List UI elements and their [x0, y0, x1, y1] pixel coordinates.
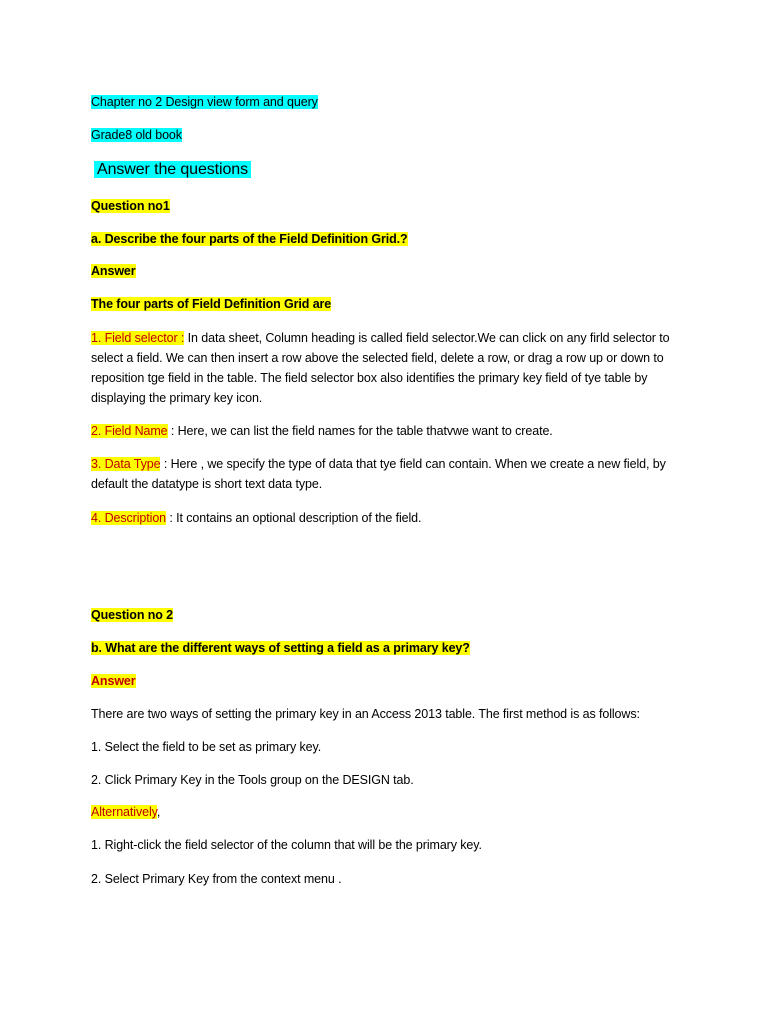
part-description-text: : It contains an optional description of the field.: [166, 511, 422, 525]
section-heading: [90, 159, 255, 181]
answer-2-intro: [91, 704, 640, 724]
part-field-name-term: 2. Field Name: [91, 424, 168, 438]
question-2-text-content: b. What are the different ways of setting a field as a primary key?: [91, 641, 470, 655]
chapter-title-text: Chapter no 2 Design view form and query: [91, 95, 318, 109]
grade-label: [91, 125, 182, 145]
answer-1-intro: [91, 294, 331, 314]
method-2-step-1: [91, 835, 482, 855]
alternatively-label-text: Alternatively: [91, 805, 157, 819]
method-2-step-2: [91, 869, 341, 889]
question-1-label-text: Question no1: [91, 199, 170, 213]
part-field-name: [91, 421, 553, 441]
part-data-type-term: 3. Data Type: [91, 457, 161, 471]
alternatively-label: [91, 802, 160, 822]
answer-2-label-text: Answer: [91, 674, 136, 688]
alternatively-comma: ,: [156, 805, 161, 819]
question-2-text: [91, 638, 470, 658]
answer-1-intro-text: The four parts of Field Definition Grid are: [91, 297, 332, 311]
answer-2-label: [91, 671, 136, 691]
question-1-text: [91, 229, 408, 249]
answer-2-intro-text: There are two ways of setting the primary key in an Access 2013 table. The first method is as follows:: [91, 707, 640, 721]
question-1-label: [91, 196, 170, 216]
chapter-title: [91, 92, 318, 112]
part-data-type: [91, 454, 681, 494]
part-field-selector-term: 1. Field selector :: [91, 331, 185, 345]
method-1-step-2-text: 2. Click Primary Key in the Tools group on the DESIGN tab.: [91, 773, 414, 787]
part-field-selector: [91, 328, 681, 408]
answer-1-label: [91, 261, 136, 281]
part-field-name-text: : Here, we can list the field names for the table thatvwe want to create.: [167, 424, 553, 438]
grade-label-text: Grade8 old book: [91, 128, 182, 142]
part-data-type-text: : Here , we specify the type of data that tye field can contain. When we create a new field, by default the datatype is short text data type.: [91, 457, 666, 491]
method-1-step-2: [91, 770, 414, 790]
method-2-step-1-text: 1. Right-click the field selector of the column that will be the primary key.: [91, 838, 482, 852]
question-2-label: [91, 605, 173, 625]
part-description-term: 4. Description: [91, 511, 167, 525]
answer-1-label-text: Answer: [91, 264, 136, 278]
method-2-step-2-text: 2. Select Primary Key from the context menu .: [91, 872, 342, 886]
question-2-label-text: Question no 2: [91, 608, 174, 622]
question-1-text-content: a. Describe the four parts of the Field Definition Grid.?: [91, 232, 408, 246]
section-heading-text: Answer the questions: [94, 161, 251, 178]
method-1-step-1: [91, 737, 321, 757]
method-1-step-1-text: 1. Select the field to be set as primary key.: [91, 740, 322, 754]
part-field-selector-text: In data sheet, Column heading is called field selector.We can click on any firld selector to select a field. We can then insert a row above the selected field, delete a row, or drag a row up or down to reposition tge field in the table. The field selector box also identifies the primary key field of tye table by displaying the primary key icon.: [91, 331, 670, 405]
part-description: [91, 508, 421, 528]
